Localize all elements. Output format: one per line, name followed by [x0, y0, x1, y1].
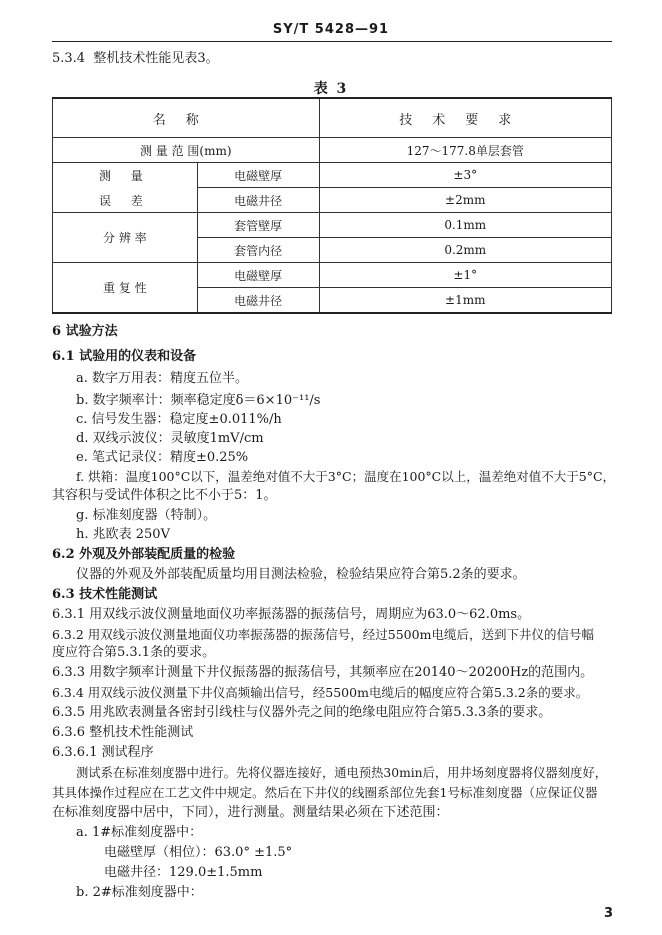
table-cell-value: ±1° — [319, 263, 612, 288]
equipment-item: f. 烘箱：温度100°C以下，温差绝对值不大于3°C；温度在100°C以上，温差绝对值不大于5°C， — [76, 469, 616, 484]
table-cell-value: ±3° — [319, 163, 612, 188]
test-line: a. 1#标准刻度器中： — [76, 825, 203, 840]
table-cell-item: 电磁井径 — [197, 288, 319, 314]
equipment-item: d. 双线示波仪：灵敏度1mV/cm — [76, 431, 264, 446]
table-row — [53, 163, 612, 188]
intro-line — [52, 51, 219, 67]
test-line: 电磁井径：129.0±1.5mm — [104, 865, 263, 880]
group-label-resolution: 分 辨 率 — [53, 213, 198, 263]
table-cell-item: 套管内径 — [197, 238, 319, 263]
table-cell-item: 电磁壁厚 — [197, 163, 319, 188]
test-line: b. 2#标准刻度器中： — [76, 885, 203, 900]
table-title: 表 3 — [313, 81, 349, 97]
group-label-error-line2: 误 差 — [98, 193, 151, 208]
test-line: 6.3.6 整机技术性能测试 — [52, 725, 194, 740]
table-cell-value: 0.2mm — [319, 238, 612, 263]
section-6-heading: 6 试验方法 — [52, 324, 118, 339]
equipment-item: c. 信号发生器：稳定度±0.011%/h — [76, 412, 282, 427]
table-cell-value: ±2mm — [319, 188, 612, 213]
section-6-3-heading: 6.3 技术性能测试 — [52, 587, 158, 602]
test-line: 度应符合第5.3.1条的要求。 — [52, 645, 216, 660]
table-row — [53, 138, 612, 163]
range-label: 测 量 范 围(mm) — [53, 138, 320, 163]
table-row — [53, 263, 612, 288]
test-line: 电磁壁厚（相位）：63.0° ±1.5° — [104, 845, 293, 860]
test-line: 6.3.1 用双线示波仪测量地面仪功率振荡器的振荡信号，周期应为63.0～62.0ms。 — [52, 607, 531, 622]
equipment-item: g. 标准刻度器（特制）。 — [76, 508, 217, 523]
test-line: 6.3.4 用双线示波仪测量下井仪高频输出信号，经5500m电缆后的幅度应符合第5.3.2条的要求。 — [52, 685, 589, 700]
equipment-item-continued: 其容积与受试件体积之比不小于5：1。 — [52, 488, 277, 503]
table-cell-item: 套管壁厚 — [197, 213, 319, 238]
page-number: 3 — [604, 906, 614, 921]
test-line: 6.3.6.1 测试程序 — [52, 745, 154, 760]
section-6-2-text: 仪器的外观及外部装配质量均用目测法检验，检验结果应符合第5.2条的要求。 — [76, 567, 526, 582]
equipment-item: a. 数字万用表：精度五位半。 — [76, 371, 249, 386]
test-line: 在标准刻度器中居中，下同），进行测量。测量结果必须在下述范围： — [52, 805, 449, 820]
header-rule — [52, 41, 612, 42]
range-value: 127～177.8单层套管 — [319, 138, 612, 163]
intro-number: 5.3.4 — [52, 51, 86, 66]
test-line: 6.3.2 用双线示波仪测量地面仪功率振荡器的振荡信号，经过5500m电缆后，送到下井仪的信号幅 — [52, 627, 594, 642]
table-cell-value: 0.1mm — [319, 213, 612, 238]
table-cell-value: ±1mm — [319, 288, 612, 314]
equipment-item: h. 兆欧表 250V — [76, 527, 170, 542]
test-line: 其具体操作过程应在工艺文件中规定。然后在下井仪的线圈系部位先套1号标准刻度器（应保证仪器 — [52, 785, 598, 800]
table-cell-item: 电磁壁厚 — [197, 263, 319, 288]
test-line: 6.3.3 用数字频率计测量下井仪振荡器的振荡信号，其频率应在20140～20200Hz的范围内。 — [52, 665, 594, 680]
col-header-name: 名称 — [53, 98, 320, 138]
group-label-repeatability: 重 复 性 — [53, 263, 198, 314]
doc-header: SY/T 5428—91 — [272, 22, 390, 37]
intro-text: 整机技术性能见表3。 — [93, 51, 219, 66]
table-row — [53, 213, 612, 238]
test-line: 6.3.5 用兆欧表测量各密封引线柱与仪器外壳之间的绝缘电阻应符合第5.3.3条的要求。 — [52, 705, 552, 720]
spec-table — [52, 97, 612, 314]
equipment-item: e. 笔式记录仪：精度±0.25% — [76, 450, 249, 465]
section-6-1-heading: 6.1 试验用的仪表和设备 — [52, 349, 197, 364]
equipment-item: b. 数字频率计：频率稳定度δ＝6×10⁻¹¹/s — [76, 393, 321, 408]
section-6-2-heading: 6.2 外观及外部装配质量的检验 — [52, 547, 236, 562]
table-cell-item: 电磁井径 — [197, 188, 319, 213]
group-label-error-line1: 测 量 — [98, 168, 151, 183]
col-header-requirement: 技术要求 — [319, 98, 612, 138]
group-label-error — [53, 163, 198, 213]
test-line: 测试系在标准刻度器中进行。先将仪器连接好，通电预热30min后，用井场刻度器将仪器刻度好， — [76, 766, 608, 780]
